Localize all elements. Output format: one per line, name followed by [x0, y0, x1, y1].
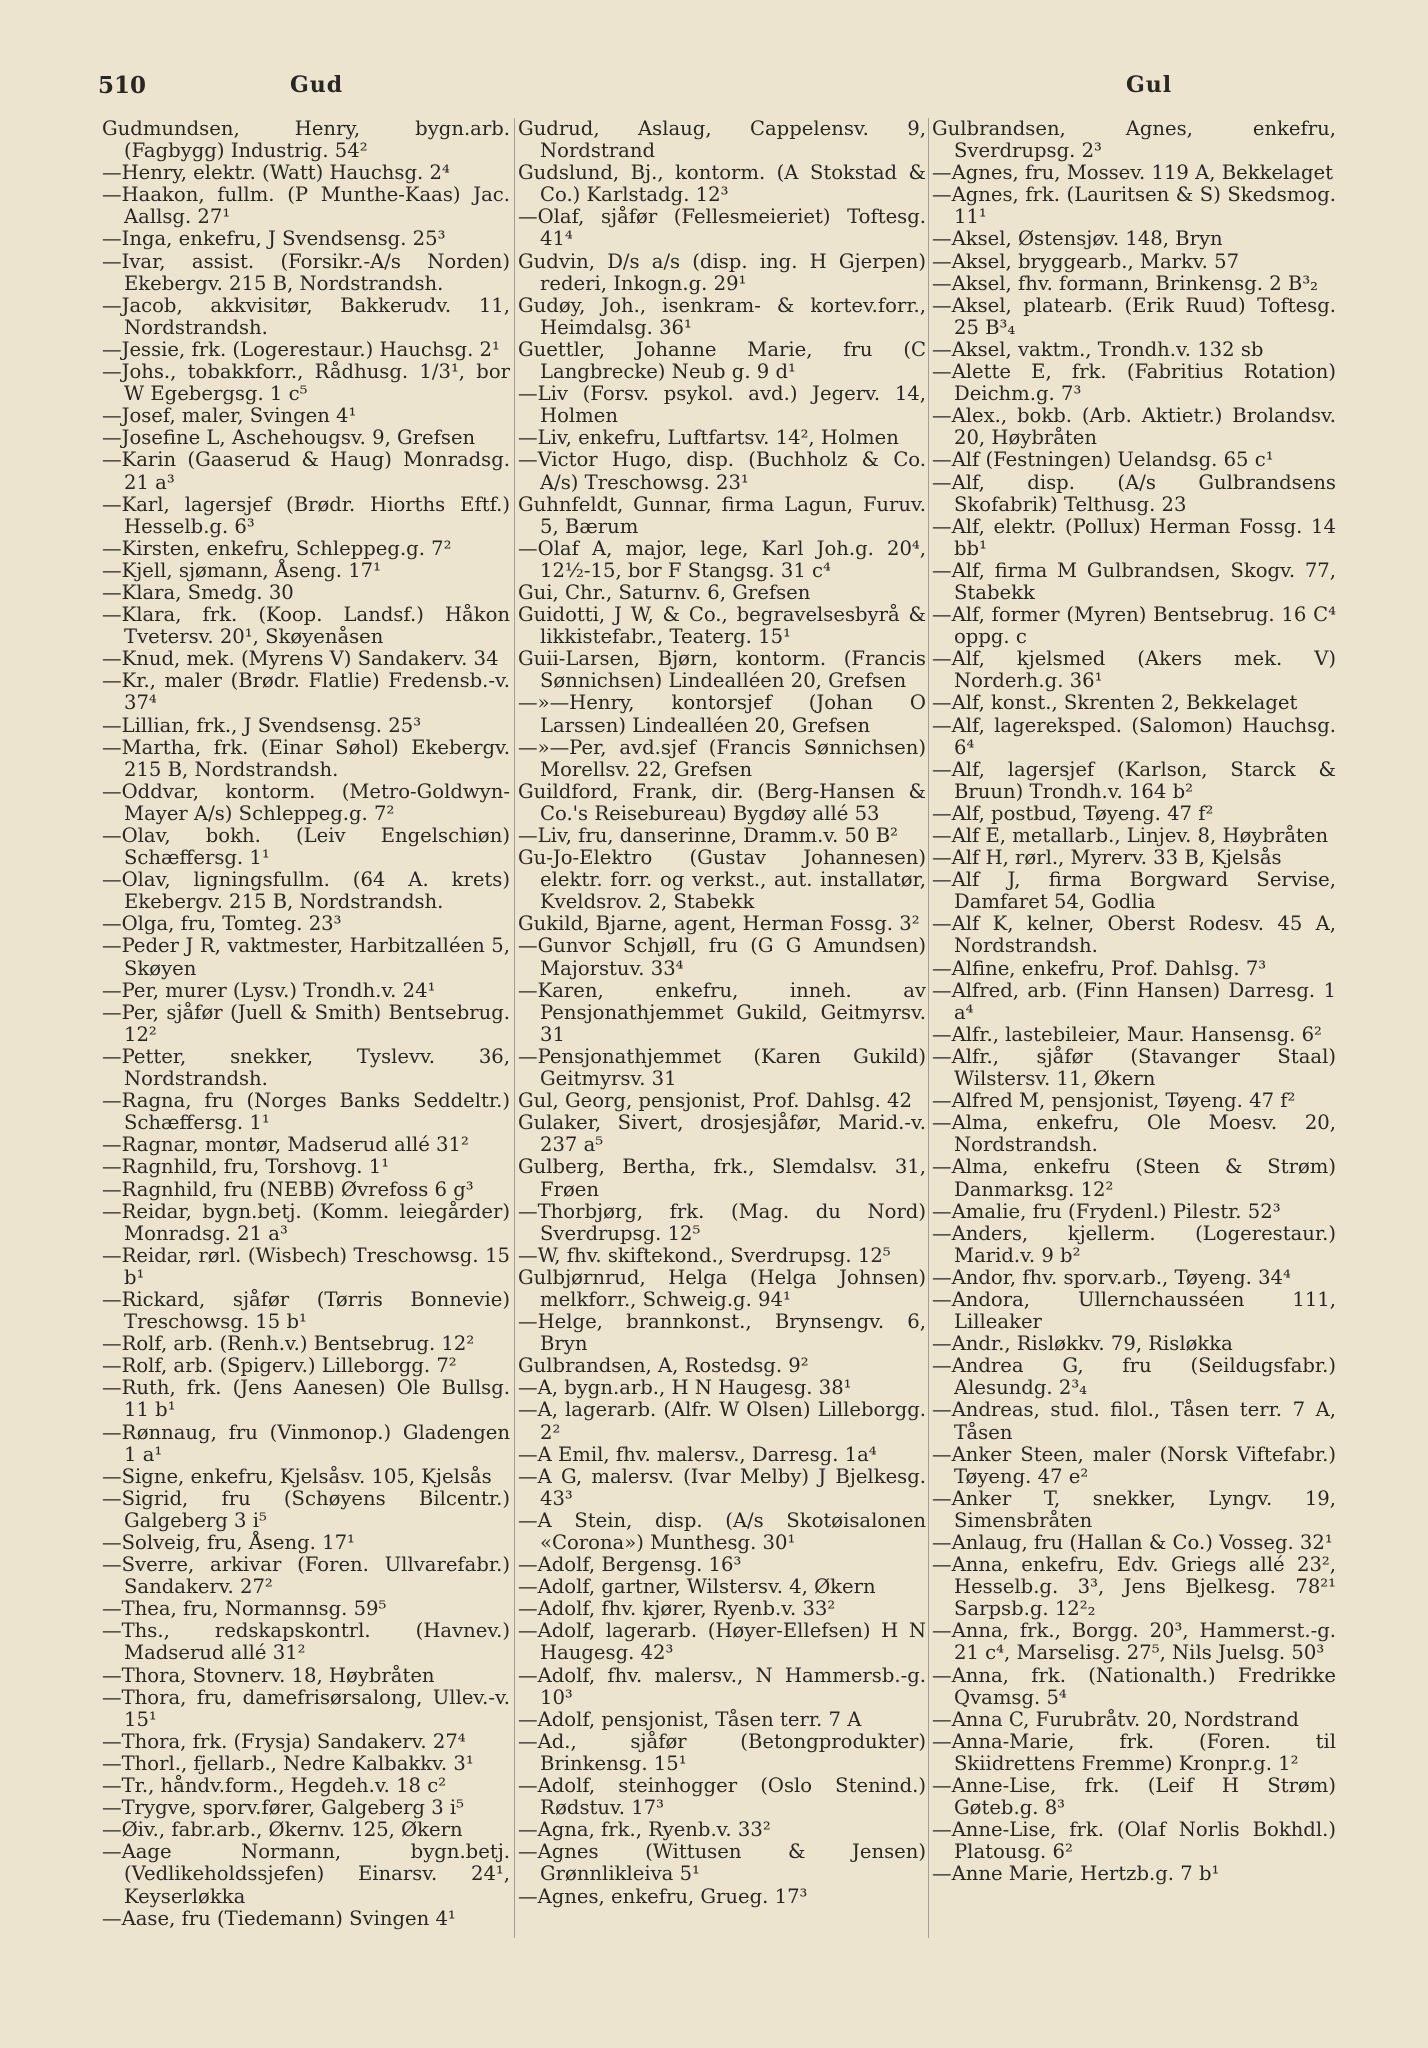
- directory-entry: —Alex., bokb. (Arb. Aktietr.) Brolandsv. 20, Høybråten: [932, 404, 1336, 450]
- running-head-left: Gud: [290, 72, 344, 98]
- directory-entry: —»—Henry, kontorsjef (Johan O Larssen) Lindealléen 20, Grefsen: [518, 691, 926, 737]
- directory-entry: Gukild, Bjarne, agent, Herman Fossg. 3²: [518, 912, 920, 936]
- directory-entry: —Martha, frk. (Einar Søhol) Ekebergv. 215 B, Nordstrandsh.: [102, 735, 510, 781]
- directory-entry: —Jessie, frk. (Logerestaur.) Hauchsg. 2¹: [102, 337, 500, 361]
- directory-entry: —Peder J R, vaktmester, Harbitzalléen 5, Skøyen: [102, 934, 510, 980]
- directory-entry: —Alma, enkefru (Steen & Strøm) Danmarksg. 12²: [932, 1155, 1336, 1201]
- directory-entry: Gulbrandsen, A, Rostedsg. 9²: [518, 1354, 809, 1378]
- directory-entry: —Klara, frk. (Koop. Landsf.) Håkon Tvetersv. 20¹, Skøyenåsen: [102, 603, 510, 649]
- directory-entry: —Alf K, kelner, Oberst Rodesv. 45 A, Nordstrandsh.: [932, 912, 1336, 958]
- directory-entry: Gudslund, Bj., kontorm. (A Stokstad & Co.) Karlstadg. 12³: [518, 161, 926, 207]
- directory-entry: —Aase, fru (Tiedemann) Svingen 4¹: [102, 1906, 456, 1930]
- directory-entry: —Ragnhild, fru (NEBB) Øvrefoss 6 g³: [102, 1177, 474, 1201]
- directory-entry: —Oddvar, kontorm. (Metro-Goldwyn-Mayer A/s) Schleppeg.g. 7²: [102, 779, 510, 825]
- directory-entry: Guildford, Frank, dir. (Berg-Hansen & Co.'s Reisebureau) Bygdøy allé 53: [518, 779, 926, 825]
- directory-entry: —Anna, enkefru, Edv. Griegs allé 23², Hesselb.g. 3³, Jens Bjelkesg. 78²¹ Sarpsb.g. 12²₂: [932, 1553, 1336, 1621]
- page-number: 510: [98, 72, 147, 99]
- directory-column-3: [932, 118, 1336, 1886]
- directory-entry: —Alf E, metallarb., Linjev. 8, Høybråten: [932, 824, 1329, 847]
- directory-entry: —Reidar, bygn.betj. (Komm. leiegårder) Monradsg. 21 a³: [102, 1199, 510, 1245]
- directory-entry: —Ragnhild, fru, Torshovg. 1¹: [102, 1155, 390, 1179]
- directory-entry: —Adolf, fhv. malersv., N Hammersb.-g. 10³: [518, 1663, 926, 1709]
- directory-entry: —Anna, frk., Borgg. 20³, Hammerst.-g. 21 c⁴, Marselisg. 27⁵, Nils Juelsg. 50³: [932, 1619, 1336, 1665]
- directory-entry: —Victor Hugo, disp. (Buchholz & Co. A/s) Treschowsg. 23¹: [518, 448, 926, 494]
- directory-entry: —Alf, former (Myren) Bentsebrug. 16 C⁴ oppg. c: [932, 603, 1336, 649]
- directory-entry: —Agnes, enkefru, Grueg. 17³: [518, 1884, 808, 1908]
- directory-entry: —Sigrid, fru (Schøyens Bilcentr.) Galgeberg 3 i⁵: [102, 1486, 510, 1532]
- directory-entry: —Knud, mek. (Myrens V) Sandakerv. 34: [102, 647, 499, 671]
- directory-entry: —Adolf, lagerarb. (Høyer-Ellefsen) H N Haugesg. 42³: [518, 1619, 926, 1665]
- directory-entry: —Aage Normann, bygn.betj. (Vedlikeholdssjefen) Einarsv. 24¹, Keyserløkka: [102, 1840, 510, 1908]
- directory-entry: —Agna, frk., Ryenb.v. 33²: [518, 1818, 771, 1842]
- directory-entry: —Trygve, sporv.fører, Galgeberg 3 i⁵: [102, 1796, 465, 1820]
- directory-entry: Gudmundsen, Henry, bygn.arb. (Fagbygg) Industrig. 54²: [102, 117, 510, 163]
- directory-entry: Guidotti, J W, & Co., begravelsesbyrå & likkistefabr., Teaterg. 15¹: [518, 603, 926, 649]
- directory-entry: —Alf H, rørl., Myrerv. 33 B, Kjelsås: [932, 846, 1282, 870]
- directory-entry: —Aksel, vaktm., Trondh.v. 132 sb: [932, 337, 1264, 361]
- directory-entry: —Thea, fru, Normannsg. 59⁵: [102, 1597, 387, 1621]
- directory-entry: —Alma, enkefru, Ole Moesv. 20, Nordstrandsh.: [932, 1111, 1336, 1157]
- directory-column-1: [102, 118, 510, 1930]
- directory-entry: —Alf J, firma Borgward Servise, Damfaret 54, Godlia: [932, 868, 1336, 914]
- directory-entry: —Henry, elektr. (Watt) Hauchsg. 2⁴: [102, 161, 450, 185]
- directory-entry: —Thorl., fjellarb., Nedre Kalbakkv. 3¹: [102, 1751, 474, 1775]
- directory-entry: —Alf, elektr. (Pollux) Herman Fossg. 14 bb¹: [932, 514, 1336, 560]
- directory-entry: —Andrea G, fru (Seildugsfabr.) Alesundg. 2³₄: [932, 1354, 1336, 1400]
- directory-entry: —Anker Steen, maler (Norsk Viftefabr.) Tøyeng. 47 e²: [932, 1442, 1336, 1488]
- directory-entry: —Thorbjørg, frk. (Mag. du Nord) Sverdrupsg. 12⁵: [518, 1199, 926, 1245]
- directory-entry: —Aksel, Østensjøv. 148, Bryn: [932, 227, 1223, 251]
- directory-entry: Gudøy, Joh., isenkram- & kortev.forr., Heimdalsg. 36¹: [518, 293, 926, 339]
- directory-entry: —A, bygn.arb., H N Haugesg. 38¹: [518, 1376, 852, 1400]
- directory-entry: —Anders, kjellerm. (Logerestaur.) Marid.v. 9 b²: [932, 1221, 1336, 1267]
- directory-entry: Gui, Chr., Saturnv. 6, Grefsen: [518, 580, 811, 604]
- directory-entry: —Josefine L, Aschehougsv. 9, Grefsen: [102, 426, 476, 450]
- directory-entry: Guettler, Johanne Marie, fru (C Langbrecke) Neub g. 9 d¹: [518, 337, 926, 384]
- directory-entry: —Thora, Stovnerv. 18, Høybråten: [102, 1663, 435, 1687]
- directory-entry: —Adolf, fhv. kjører, Ryenb.v. 33²: [518, 1597, 836, 1621]
- directory-entry: —Kr., maler (Brødr. Flatlie) Fredensb.-v. 37⁴: [102, 669, 510, 715]
- directory-entry: —Rolf, arb. (Spigerv.) Lilleborgg. 7²: [102, 1354, 457, 1378]
- directory-entry: —Olaf A, major, lege, Karl Joh.g. 20⁴, 12½-15, bor F Stangsg. 31 c⁴: [518, 536, 926, 582]
- directory-entry: —Alfred M, pensjonist, Tøyeng. 47 f²: [932, 1089, 1296, 1113]
- directory-entry: —Rønnaug, fru (Vinmonop.) Gladengen 1 a¹: [102, 1420, 510, 1466]
- directory-entry: Gu-Jo-Elektro (Gustav Johannesen) elektr. forr. og verkst., aut. installatør, Kveldsrov. 2, Stabekk: [518, 846, 926, 914]
- page-header: [0, 72, 1428, 112]
- directory-entry: —Karl, lagersjef (Brødr. Hiorths Eftf.) Hesselb.g. 6³: [102, 492, 510, 538]
- directory-entry: —Olaf, sjåfør (Fellesmeieriet) Toftesg. 41⁴: [518, 205, 926, 251]
- directory-entry: —Rolf, arb. (Renh.v.) Bentsebrug. 12²: [102, 1332, 475, 1356]
- directory-entry: —Haakon, fullm. (P Munthe-Kaas) Jac. Aallsg. 27¹: [102, 183, 510, 229]
- directory-entry: —Anker T, snekker, Lyngv. 19, Simensbråten: [932, 1486, 1336, 1532]
- directory-entry: Gulbjørnrud, Helga (Helga Johnsen) melkforr., Schweig.g. 94¹: [518, 1265, 926, 1311]
- directory-entry: —Adolf, gartner, Wilstersv. 4, Økern: [518, 1575, 876, 1599]
- directory-entry: —Inga, enkefru, J Svendsensg. 25³: [102, 227, 446, 251]
- directory-entry: —Øiv., fabr.arb., Økernv. 125, Økern: [102, 1818, 463, 1842]
- directory-entry: —Anlaug, fru (Hallan & Co.) Vosseg. 32¹: [932, 1531, 1333, 1554]
- directory-entry: —Klara, Smedg. 30: [102, 580, 294, 604]
- directory-entry: —Aksel, bryggearb., Markv. 57: [932, 249, 1240, 273]
- directory-entry: —Liv (Forsv. psykol. avd.) Jegerv. 14, Holmen: [518, 382, 926, 428]
- directory-entry: —Gunvor Schjøll, fru (G G Amundsen) Majorstuv. 33⁴: [518, 934, 926, 980]
- directory-entry: —W, fhv. skiftekond., Sverdrupsg. 12⁵: [518, 1243, 891, 1267]
- directory-entry: —Andreas, stud. filol., Tåsen terr. 7 A, Tåsen: [932, 1398, 1336, 1444]
- directory-entry: —Helge, brannkonst., Brynsengv. 6, Bryn: [518, 1310, 926, 1356]
- directory-entry: —Reidar, rørl. (Wisbech) Treschowsg. 15 b¹: [102, 1243, 510, 1289]
- directory-entry: —Olav, bokh. (Leiv Engelschiøn) Schæffersg. 1¹: [102, 824, 510, 870]
- directory-entry: —Anne Marie, Hertzb.g. 7 b¹: [932, 1862, 1220, 1886]
- directory-entry: —Ivar, assist. (Forsikr.-A/s Norden) Ekebergv. 215 B, Nordstrandsh.: [102, 249, 510, 295]
- directory-entry: —Aksel, platearb. (Erik Ruud) Toftesg. 25 B³₄: [932, 293, 1336, 339]
- directory-entry: —Agnes, fru, Mossev. 119 A, Bekkelaget: [932, 161, 1334, 185]
- directory-entry: —Alf, firma M Gulbrandsen, Skogv. 77, Stabekk: [932, 558, 1336, 604]
- directory-entry: —Liv, enkefru, Luftfartsv. 14², Holmen: [518, 426, 899, 450]
- directory-entry: —Anne-Lise, frk. (Leif H Strøm) Gøteb.g. 8³: [932, 1774, 1336, 1820]
- directory-entry: Guhnfeldt, Gunnar, firma Lagun, Furuv. 5, Bærum: [518, 492, 926, 538]
- directory-entry: Gudvin, D/s a/s (disp. ing. H Gjerpen) rederi, Inkogn.g. 29¹: [518, 249, 926, 295]
- directory-entry: —Signe, enkefru, Kjelsåsv. 105, Kjelsås: [102, 1464, 492, 1488]
- directory-entry: —Olav, ligningsfullm. (64 A. krets) Ekebergv. 215 B, Nordstrandsh.: [102, 868, 510, 914]
- directory-entry: —Alf, lagereksped. (Salomon) Hauchsg. 6⁴: [932, 713, 1336, 759]
- directory-entry: —Andora, Ullernchausséen 111, Lilleaker: [932, 1287, 1336, 1334]
- column-divider: [928, 118, 929, 1938]
- directory-entry: —A Stein, disp. (A/s Skotøisalonen «Corona») Munthesg. 30¹: [518, 1508, 926, 1554]
- directory-entry: —Pensjonathjemmet (Karen Gukild) Geitmyrsv. 31: [518, 1044, 926, 1091]
- directory-entry: —Alf (Festningen) Uelandsg. 65 c¹: [932, 448, 1274, 472]
- directory-entry: —Alfr., sjåfør (Stavanger Staal) Wilstersv. 11, Økern: [932, 1044, 1336, 1091]
- directory-entry: —Alf, postbud, Tøyeng. 47 f²: [932, 801, 1214, 825]
- directory-entry: —Johs., tobakkforr., Rådhusg. 1/3¹, bor W Egebergsg. 1 c⁵: [102, 360, 510, 406]
- directory-entry: —Alf, disp. (A/s Gulbrandsens Skofabrik) Telthusg. 23: [932, 470, 1336, 516]
- directory-entry: —Josef, maler, Svingen 4¹: [102, 404, 357, 428]
- directory-entry: —Karin (Gaaserud & Haug) Monradsg. 21 a³: [102, 448, 510, 494]
- directory-entry: —Liv, fru, danserinne, Dramm.v. 50 B²: [518, 824, 898, 847]
- directory-entry: —»—Per, avd.sjef (Francis Sønnichsen) Morellsv. 22, Grefsen: [518, 735, 926, 781]
- directory-entry: —Thora, fru, damefrisørsalong, Ullev.-v. 15¹: [102, 1685, 510, 1731]
- directory-entry: Gulbrandsen, Agnes, enkefru, Sverdrupsg. 2³: [932, 117, 1336, 163]
- directory-entry: Gulaker, Sivert, drosjesjåfør, Marid.-v. 237 a⁵: [518, 1111, 926, 1157]
- directory-entry: —Anna C, Furubråtv. 20, Nordstrand: [932, 1707, 1299, 1731]
- directory-entry: —Kjell, sjømann, Åseng. 17¹: [102, 558, 381, 582]
- directory-entry: Gudrud, Aslaug, Cappelensv. 9, Nordstrand: [518, 117, 926, 163]
- directory-entry: —Alfr., lastebileier, Maur. Hansensg. 6²: [932, 1022, 1322, 1046]
- directory-entry: —Anna, frk. (Nationalth.) Fredrikke Qvamsg. 5⁴: [932, 1663, 1336, 1709]
- directory-entry: —Agnes, frk. (Lauritsen & S) Skedsmog. 11¹: [932, 183, 1336, 229]
- directory-entry: —Rickard, sjåfør (Tørris Bonnevie) Treschowsg. 15 b¹: [102, 1287, 510, 1334]
- directory-entry: —Per, sjåfør (Juell & Smith) Bentsebrug. 12²: [102, 1000, 510, 1046]
- directory-entry: —Anne-Lise, frk. (Olaf Norlis Bokhdl.) Platousg. 6²: [932, 1818, 1336, 1864]
- directory-entry: —Alf, lagersjef (Karlson, Starck & Bruun) Trondh.v. 164 b²: [932, 757, 1336, 803]
- directory-column-2: [518, 118, 926, 1908]
- directory-entry: —Alf, kjelsmed (Akers mek. V) Norderh.g. 36¹: [932, 647, 1336, 693]
- directory-entry: —Alfred, arb. (Finn Hansen) Darresg. 1 a⁴: [932, 978, 1336, 1024]
- directory-entry: Gul, Georg, pensjonist, Prof. Dahlsg. 42: [518, 1089, 912, 1113]
- directory-entry: —Adolf, steinhogger (Oslo Stenind.) Rødstuv. 17³: [518, 1774, 926, 1820]
- directory-entry: —Thora, frk. (Frysja) Sandakerv. 27⁴: [102, 1729, 466, 1753]
- directory-entry: —Petter, snekker, Tyslevv. 36, Nordstrandsh.: [102, 1044, 510, 1091]
- directory-entry: —Adolf, pensjonist, Tåsen terr. 7 A: [518, 1707, 862, 1731]
- directory-entry: —Solveig, fru, Åseng. 17¹: [102, 1531, 355, 1554]
- directory-entry: —Karen, enkefru, inneh. av Pensjonathjemmet Gukild, Geitmyrsv. 31: [518, 978, 926, 1046]
- directory-entry: —A, lagerarb. (Alfr. W Olsen) Lilleborgg. 2²: [518, 1398, 926, 1444]
- directory-entry: Gulberg, Bertha, frk., Slemdalsv. 31, Frøen: [518, 1155, 926, 1201]
- directory-entry: —Lillian, frk., J Svendsensg. 25³: [102, 713, 422, 737]
- directory-entry: —Alf, konst., Skrenten 2, Bekkelaget: [932, 691, 1298, 715]
- directory-entry: —Agnes (Wittusen & Jensen) Grønnlikleiva 5¹: [518, 1840, 926, 1886]
- directory-entry: —Kirsten, enkefru, Schleppeg.g. 7²: [102, 536, 452, 560]
- directory-entry: —Ad., sjåfør (Betongprodukter) Brinkensg. 15¹: [518, 1729, 926, 1775]
- directory-entry: —A Emil, fhv. malersv., Darresg. 1a⁴: [518, 1442, 877, 1466]
- directory-entry: —Aksel, fhv. formann, Brinkensg. 2 B³₂: [932, 271, 1319, 295]
- directory-entry: —Ragnar, montør, Madserud allé 31²: [102, 1133, 469, 1157]
- directory-entry: —Sverre, arkivar (Foren. Ullvarefabr.) Sandakerv. 27²: [102, 1553, 510, 1599]
- directory-entry: Guii-Larsen, Bjørn, kontorm. (Francis Sønnichsen) Lindealléen 20, Grefsen: [518, 647, 926, 693]
- directory-entry: —A G, malersv. (Ivar Melby) J Bjelkesg. 43³: [518, 1464, 926, 1510]
- running-head-right: Gul: [1126, 72, 1173, 98]
- directory-entry: —Amalie, fru (Frydenl.) Pilestr. 52³: [932, 1199, 1281, 1223]
- directory-entry: —Ths., redskapskontrl. (Havnev.) Madserud allé 31²: [102, 1619, 510, 1665]
- directory-entry: —Ragna, fru (Norges Banks Seddeltr.) Schæffersg. 1¹: [102, 1089, 510, 1135]
- directory-entry: —Anna-Marie, frk. (Foren. til Skiidrettens Fremme) Kronpr.g. 1²: [932, 1729, 1336, 1775]
- directory-entry: —Per, murer (Lysv.) Trondh.v. 24¹: [102, 978, 436, 1002]
- directory-entry: —Andr., Risløkkv. 79, Risløkka: [932, 1332, 1233, 1356]
- directory-entry: —Olga, fru, Tomteg. 23³: [102, 912, 342, 936]
- directory-entry: —Andor, fhv. sporv.arb., Tøyeng. 34⁴: [932, 1265, 1291, 1289]
- directory-entry: —Tr., håndv.form., Hegdeh.v. 18 c²: [102, 1774, 447, 1798]
- directory-entry: —Alette E, frk. (Fabritius Rotation) Deichm.g. 7³: [932, 360, 1336, 406]
- directory-entry: —Ruth, frk. (Jens Aanesen) Ole Bullsg. 11 b¹: [102, 1376, 510, 1422]
- directory-entry: —Jacob, akkvisitør, Bakkerudv. 11, Nordstrandsh.: [102, 293, 510, 339]
- directory-entry: —Alfine, enkefru, Prof. Dahlsg. 7³: [932, 956, 1267, 980]
- directory-entry: —Adolf, Bergensg. 16³: [518, 1553, 742, 1577]
- column-divider: [514, 118, 515, 1938]
